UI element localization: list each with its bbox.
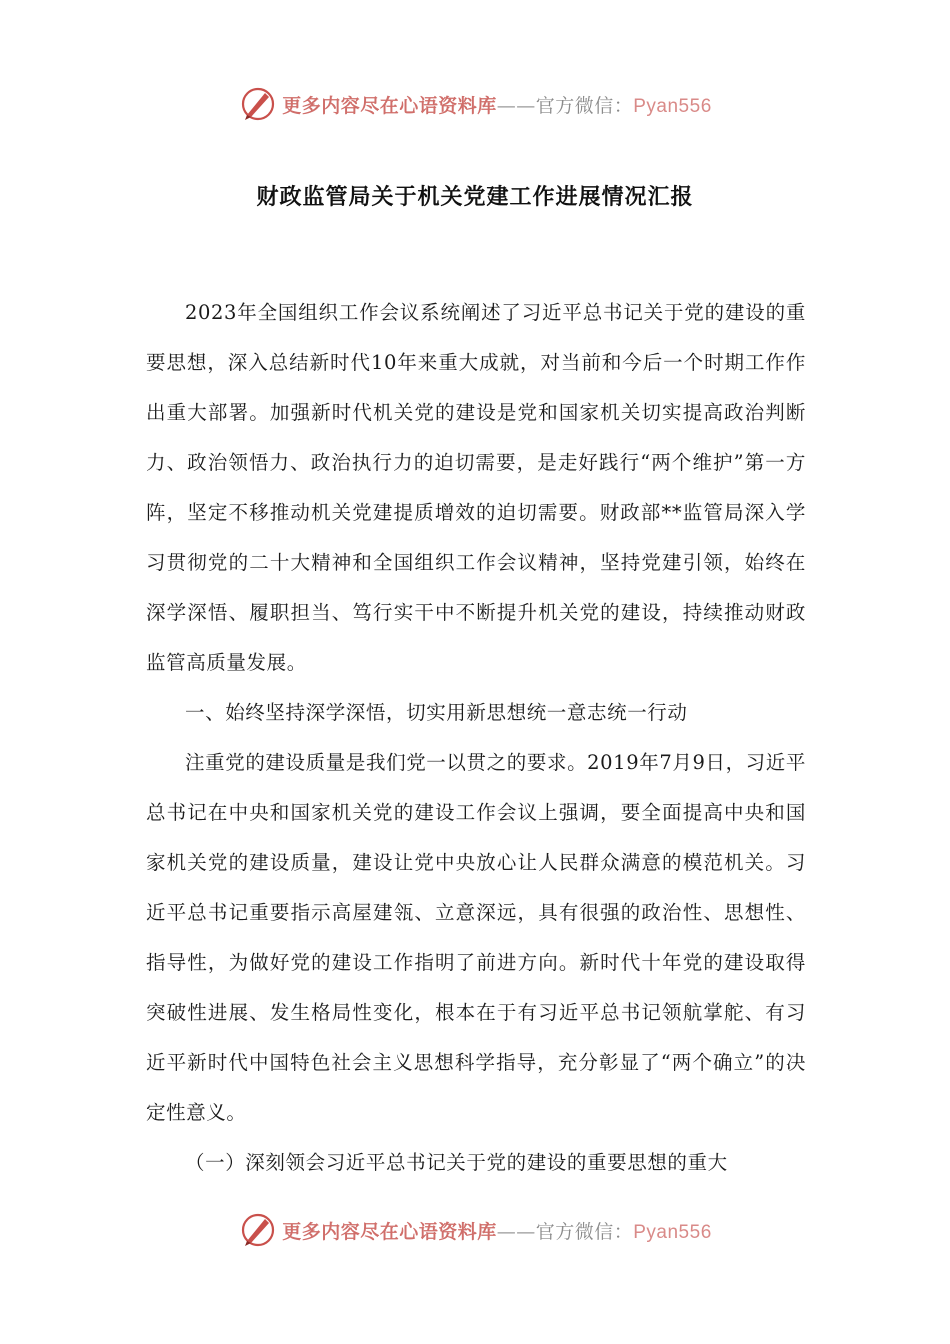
banner-official-label: 官方微信： — [535, 94, 634, 117]
pen-logo-icon — [238, 1210, 278, 1250]
subsection-heading-1: （一）深刻领会习近平总书记关于党的建设的重要思想的重大 — [185, 1151, 728, 1174]
banner-wechat-id: Pyan556 — [633, 1221, 712, 1243]
banner-brand: 更多内容尽在心语资料库 — [282, 94, 497, 117]
banner-separator: —— — [496, 1220, 536, 1243]
footer-banner — [0, 1210, 950, 1250]
banner-text — [282, 1217, 712, 1244]
paragraph-section-1: 注重党的建设质量是我们党一以贯之的要求。2019年7月9日，习近平总书记在中央和国家机关党的建设工作会议上强调，要全面提高中央和国家机关党的建设质量，建设让党中央放心让人民群众满意的模范机关。习近平总书记重要指示高屋建瓴、立意深远，具有很强的政治性、思想性、指导性，为做好党的建设工作指明了前进方向。新时代十年党的建设取得突破性进展、发生格局性变化，根本在于有习近平总书记领航掌舵、有习近平新时代中国特色社会主义思想科学指导，充分彰显了“两个确立”的决定性意义。 — [146, 751, 806, 1124]
section-heading-1: 一、始终坚持深学深悟，切实用新思想统一意志统一行动 — [185, 701, 688, 724]
pen-logo-icon — [238, 84, 278, 124]
paragraph-intro: 2023年全国组织工作会议系统阐述了习近平总书记关于党的建设的重要思想，深入总结新时代10年来重大成就，对当前和今后一个时期工作作出重大部署。加强新时代机关党的建设是党和国家机关切实提高政治判断力、政治领悟力、政治执行力的迫切需要，是走好践行“两个维护”第一方阵，坚定不移推动机关党建提质增效的迫切需要。财政部**监管局深入学习贯彻党的二十大精神和全国组织工作会议精神，坚持党建引领，始终在深学深悟、履职担当、笃行实干中不断提升机关党的建设，持续推动财政监管高质量发展。 — [146, 301, 806, 674]
banner-separator: —— — [496, 94, 536, 117]
document-body — [146, 288, 806, 1188]
banner-wechat-id: Pyan556 — [633, 95, 712, 117]
banner-text — [282, 91, 712, 118]
document-title: 财政监管局关于机关党建工作进展情况汇报 — [256, 185, 694, 210]
banner-official-label: 官方微信： — [535, 1220, 634, 1243]
header-banner — [0, 84, 950, 124]
banner-brand: 更多内容尽在心语资料库 — [282, 1220, 497, 1243]
